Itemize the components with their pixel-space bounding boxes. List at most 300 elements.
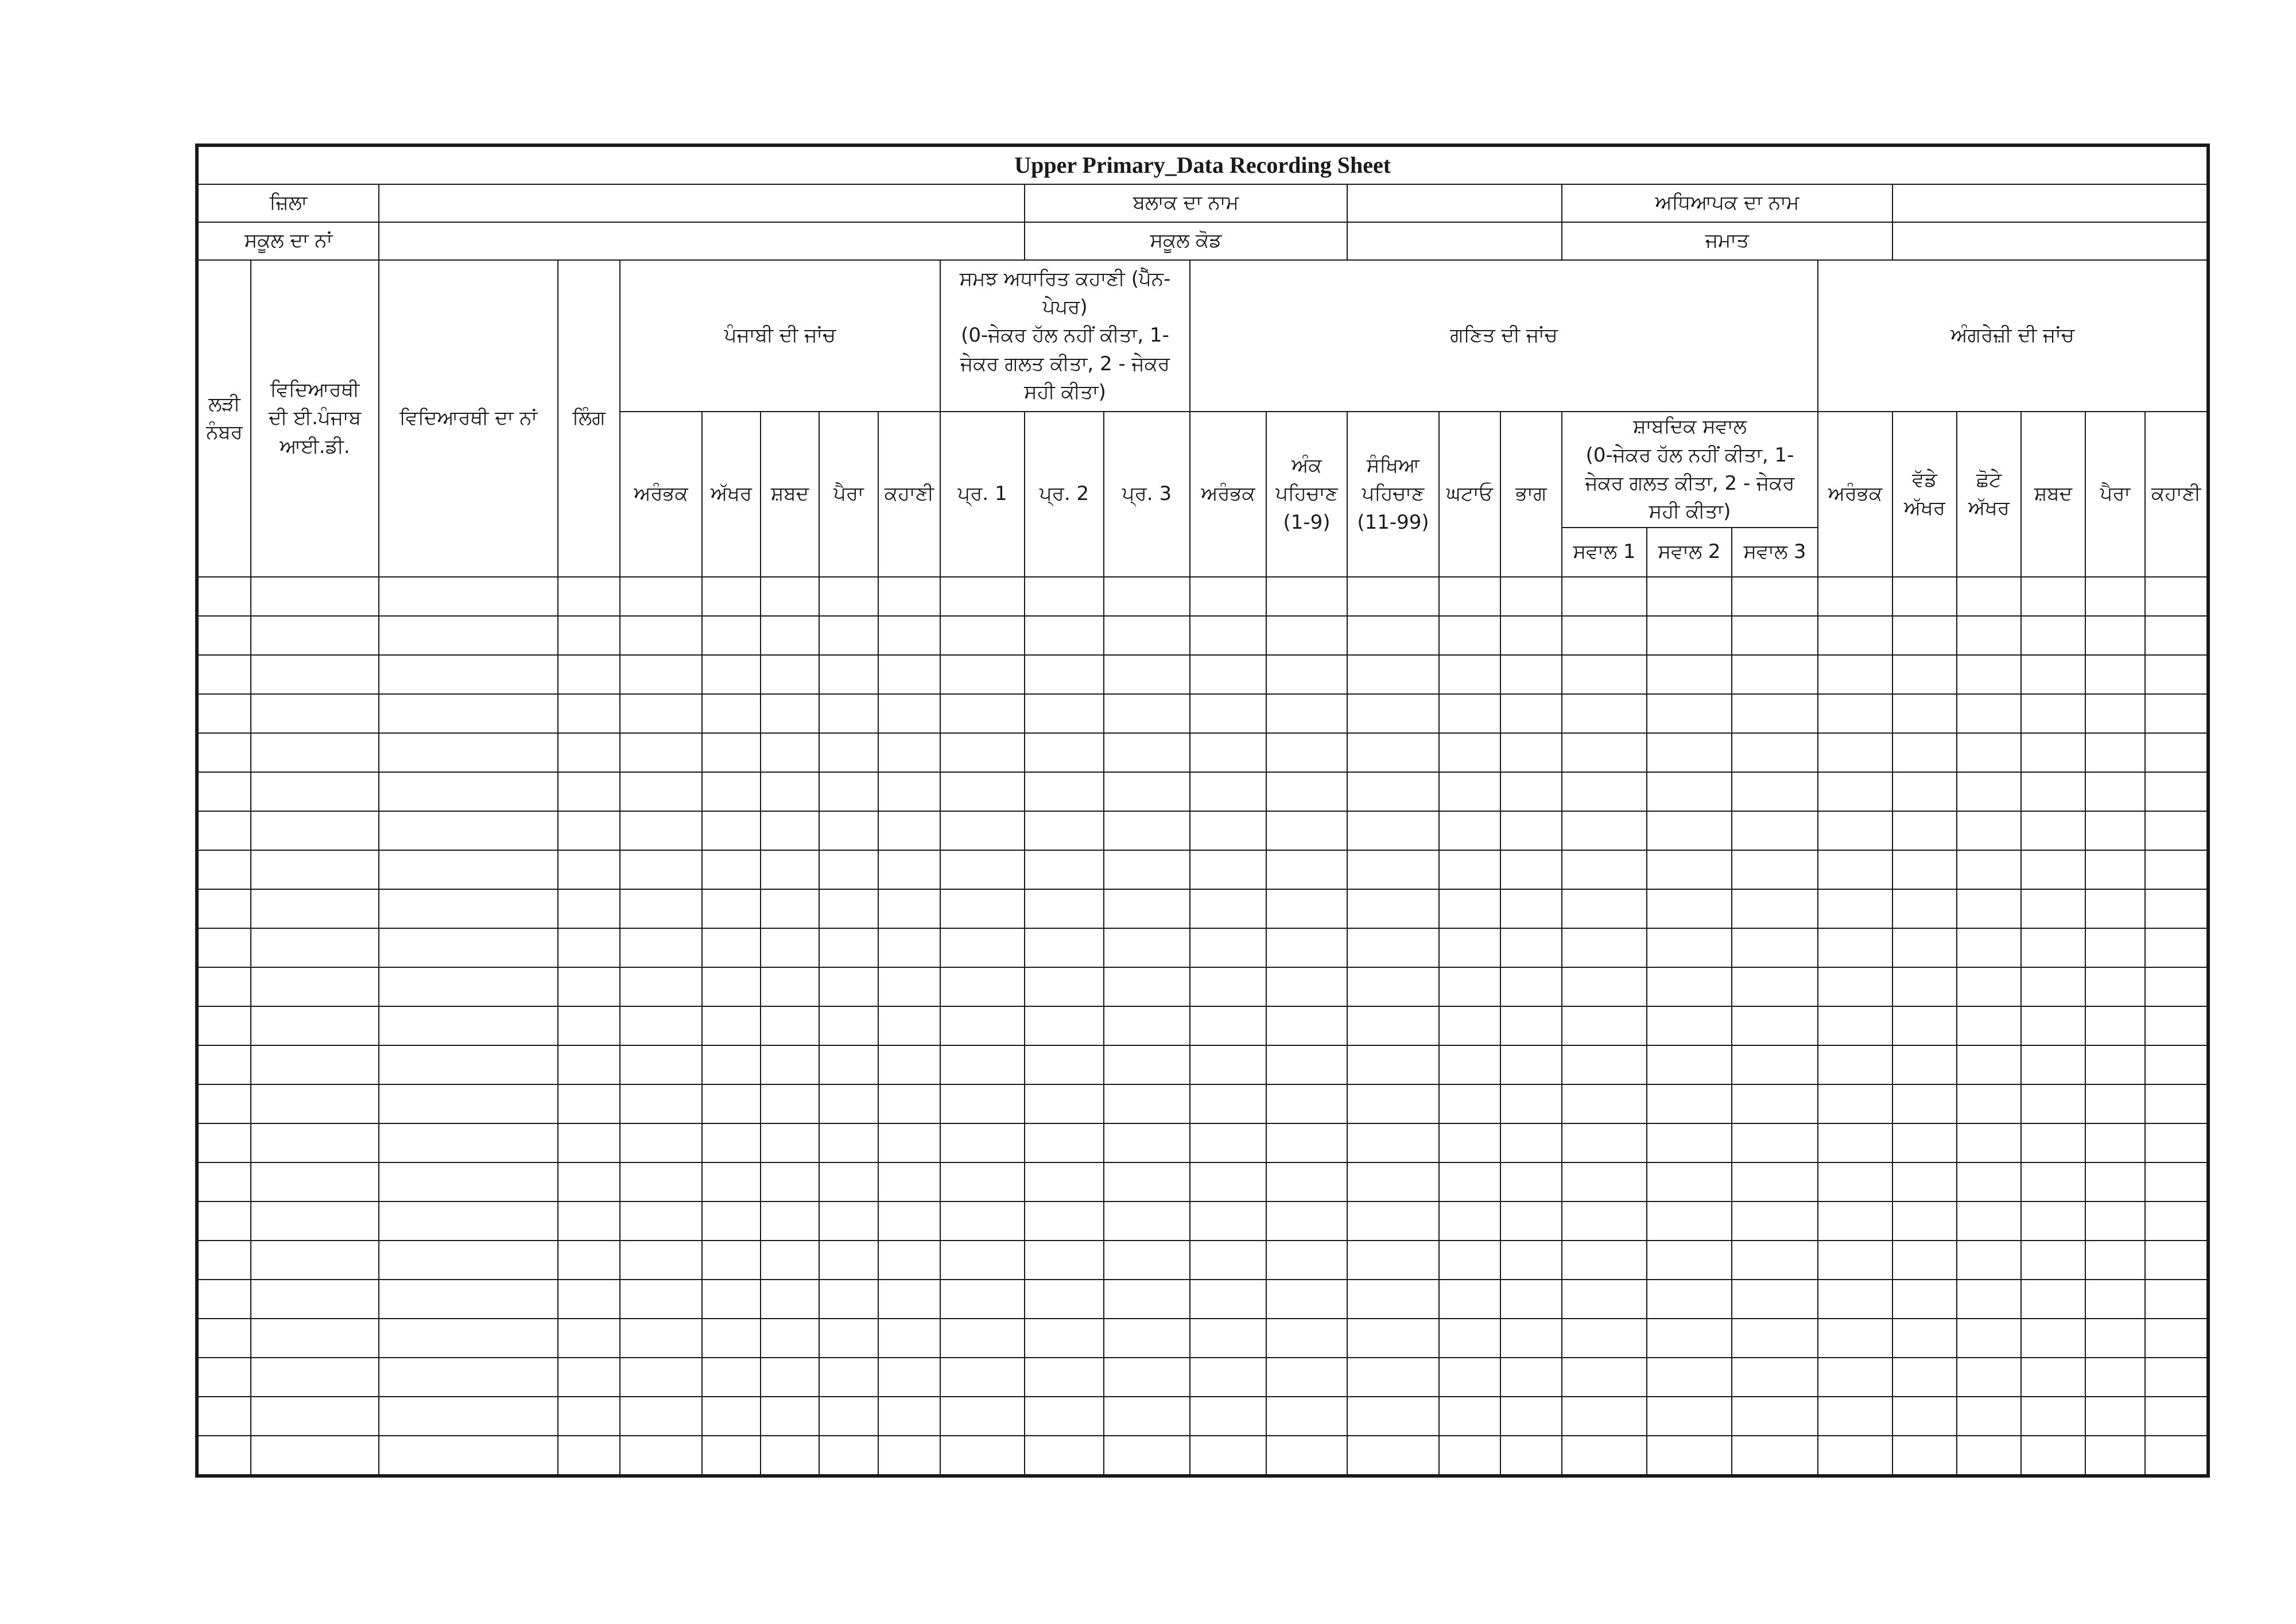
- entry-cell[interactable]: [379, 1045, 558, 1084]
- entry-cell[interactable]: [1892, 1123, 1957, 1162]
- entry-cell[interactable]: [702, 1280, 761, 1319]
- entry-cell[interactable]: [1647, 1319, 1732, 1358]
- entry-cell[interactable]: [1647, 1280, 1732, 1319]
- entry-cell[interactable]: [1104, 1241, 1190, 1280]
- entry-cell[interactable]: [878, 694, 940, 733]
- entry-cell[interactable]: [379, 889, 558, 928]
- entry-cell[interactable]: [197, 577, 251, 616]
- entry-cell[interactable]: [1818, 733, 1892, 772]
- entry-cell[interactable]: [1347, 850, 1439, 889]
- entry-cell[interactable]: [1190, 733, 1266, 772]
- entry-cell[interactable]: [1347, 655, 1439, 694]
- entry-cell[interactable]: [1732, 616, 1818, 655]
- entry-cell[interactable]: [2085, 772, 2145, 811]
- school-code-field[interactable]: [1347, 222, 1562, 260]
- entry-cell[interactable]: [1562, 577, 1647, 616]
- entry-cell[interactable]: [1562, 1319, 1647, 1358]
- entry-cell[interactable]: [2145, 928, 2208, 967]
- entry-cell[interactable]: [197, 1241, 251, 1280]
- entry-cell[interactable]: [1190, 1084, 1266, 1123]
- entry-cell[interactable]: [1500, 850, 1562, 889]
- entry-cell[interactable]: [702, 733, 761, 772]
- entry-cell[interactable]: [197, 1280, 251, 1319]
- entry-cell[interactable]: [2085, 1358, 2145, 1397]
- entry-cell[interactable]: [251, 1084, 379, 1123]
- entry-cell[interactable]: [379, 928, 558, 967]
- entry-cell[interactable]: [1957, 1123, 2021, 1162]
- entry-cell[interactable]: [379, 1201, 558, 1241]
- entry-cell[interactable]: [1647, 1436, 1732, 1476]
- entry-cell[interactable]: [1562, 694, 1647, 733]
- entry-cell[interactable]: [379, 1319, 558, 1358]
- entry-cell[interactable]: [878, 811, 940, 850]
- entry-cell[interactable]: [1439, 616, 1500, 655]
- entry-cell[interactable]: [940, 733, 1025, 772]
- district-field[interactable]: [379, 184, 1025, 222]
- entry-cell[interactable]: [1190, 928, 1266, 967]
- entry-cell[interactable]: [251, 850, 379, 889]
- entry-cell[interactable]: [1562, 733, 1647, 772]
- entry-cell[interactable]: [819, 850, 878, 889]
- entry-cell[interactable]: [1892, 1201, 1957, 1241]
- entry-cell[interactable]: [2085, 1123, 2145, 1162]
- entry-cell[interactable]: [1439, 1162, 1500, 1201]
- entry-cell[interactable]: [2085, 577, 2145, 616]
- entry-cell[interactable]: [702, 967, 761, 1006]
- entry-cell[interactable]: [1347, 1358, 1439, 1397]
- entry-cell[interactable]: [702, 1006, 761, 1045]
- entry-cell[interactable]: [2145, 967, 2208, 1006]
- entry-cell[interactable]: [1957, 655, 2021, 694]
- entry-cell[interactable]: [2085, 1162, 2145, 1201]
- entry-cell[interactable]: [620, 694, 702, 733]
- entry-cell[interactable]: [2021, 1397, 2085, 1436]
- entry-cell[interactable]: [2145, 1201, 2208, 1241]
- entry-cell[interactable]: [1562, 928, 1647, 967]
- entry-cell[interactable]: [940, 967, 1025, 1006]
- entry-cell[interactable]: [1439, 1045, 1500, 1084]
- entry-cell[interactable]: [1104, 1084, 1190, 1123]
- entry-cell[interactable]: [702, 889, 761, 928]
- entry-cell[interactable]: [2021, 1006, 2085, 1045]
- entry-cell[interactable]: [1104, 1006, 1190, 1045]
- entry-cell[interactable]: [1892, 655, 1957, 694]
- entry-cell[interactable]: [1892, 1280, 1957, 1319]
- entry-cell[interactable]: [1025, 1319, 1104, 1358]
- entry-cell[interactable]: [1347, 1319, 1439, 1358]
- entry-cell[interactable]: [1647, 850, 1732, 889]
- entry-cell[interactable]: [379, 655, 558, 694]
- entry-cell[interactable]: [2085, 1319, 2145, 1358]
- entry-cell[interactable]: [1500, 1162, 1562, 1201]
- entry-cell[interactable]: [940, 1280, 1025, 1319]
- entry-cell[interactable]: [197, 1436, 251, 1476]
- entry-cell[interactable]: [1500, 811, 1562, 850]
- entry-cell[interactable]: [1025, 1123, 1104, 1162]
- entry-cell[interactable]: [1439, 577, 1500, 616]
- entry-cell[interactable]: [878, 1319, 940, 1358]
- entry-cell[interactable]: [1025, 1358, 1104, 1397]
- entry-cell[interactable]: [1818, 694, 1892, 733]
- entry-cell[interactable]: [761, 1123, 819, 1162]
- entry-cell[interactable]: [1818, 850, 1892, 889]
- entry-cell[interactable]: [620, 1045, 702, 1084]
- entry-cell[interactable]: [379, 616, 558, 655]
- entry-cell[interactable]: [1266, 1358, 1347, 1397]
- entry-cell[interactable]: [2085, 655, 2145, 694]
- entry-cell[interactable]: [379, 1123, 558, 1162]
- entry-cell[interactable]: [819, 733, 878, 772]
- entry-cell[interactable]: [1266, 1280, 1347, 1319]
- entry-cell[interactable]: [1266, 1123, 1347, 1162]
- entry-cell[interactable]: [1647, 811, 1732, 850]
- entry-cell[interactable]: [940, 1201, 1025, 1241]
- entry-cell[interactable]: [940, 889, 1025, 928]
- entry-cell[interactable]: [819, 616, 878, 655]
- entry-cell[interactable]: [1439, 1436, 1500, 1476]
- entry-cell[interactable]: [1190, 967, 1266, 1006]
- entry-cell[interactable]: [1439, 1358, 1500, 1397]
- entry-cell[interactable]: [1439, 1319, 1500, 1358]
- entry-cell[interactable]: [819, 1280, 878, 1319]
- entry-cell[interactable]: [940, 1436, 1025, 1476]
- entry-cell[interactable]: [251, 1201, 379, 1241]
- entry-cell[interactable]: [940, 850, 1025, 889]
- entry-cell[interactable]: [251, 928, 379, 967]
- entry-cell[interactable]: [1347, 811, 1439, 850]
- entry-cell[interactable]: [1500, 1280, 1562, 1319]
- entry-cell[interactable]: [1025, 772, 1104, 811]
- entry-cell[interactable]: [2021, 1084, 2085, 1123]
- entry-cell[interactable]: [878, 1201, 940, 1241]
- entry-cell[interactable]: [1025, 1241, 1104, 1280]
- entry-cell[interactable]: [702, 616, 761, 655]
- entry-cell[interactable]: [702, 811, 761, 850]
- school-name-field[interactable]: [379, 222, 1025, 260]
- entry-cell[interactable]: [1957, 694, 2021, 733]
- entry-cell[interactable]: [1025, 1006, 1104, 1045]
- entry-cell[interactable]: [620, 1397, 702, 1436]
- entry-cell[interactable]: [1732, 928, 1818, 967]
- entry-cell[interactable]: [1892, 772, 1957, 811]
- entry-cell[interactable]: [558, 655, 620, 694]
- entry-cell[interactable]: [2085, 967, 2145, 1006]
- entry-cell[interactable]: [1500, 1319, 1562, 1358]
- entry-cell[interactable]: [251, 694, 379, 733]
- entry-cell[interactable]: [197, 733, 251, 772]
- entry-cell[interactable]: [251, 1241, 379, 1280]
- entry-cell[interactable]: [1190, 1241, 1266, 1280]
- entry-cell[interactable]: [1025, 655, 1104, 694]
- entry-cell[interactable]: [1266, 1162, 1347, 1201]
- entry-cell[interactable]: [1732, 1201, 1818, 1241]
- entry-cell[interactable]: [819, 928, 878, 967]
- entry-cell[interactable]: [2145, 850, 2208, 889]
- entry-cell[interactable]: [1957, 1084, 2021, 1123]
- entry-cell[interactable]: [1957, 1358, 2021, 1397]
- entry-cell[interactable]: [1439, 772, 1500, 811]
- entry-cell[interactable]: [878, 889, 940, 928]
- entry-cell[interactable]: [819, 772, 878, 811]
- entry-cell[interactable]: [878, 733, 940, 772]
- entry-cell[interactable]: [878, 1241, 940, 1280]
- entry-cell[interactable]: [2145, 577, 2208, 616]
- entry-cell[interactable]: [197, 655, 251, 694]
- entry-cell[interactable]: [1104, 1319, 1190, 1358]
- entry-cell[interactable]: [558, 1280, 620, 1319]
- entry-cell[interactable]: [558, 1006, 620, 1045]
- entry-cell[interactable]: [2021, 1280, 2085, 1319]
- entry-cell[interactable]: [1500, 1084, 1562, 1123]
- entry-cell[interactable]: [197, 967, 251, 1006]
- entry-cell[interactable]: [2145, 1280, 2208, 1319]
- entry-cell[interactable]: [1818, 1358, 1892, 1397]
- entry-cell[interactable]: [1439, 1397, 1500, 1436]
- entry-cell[interactable]: [1892, 850, 1957, 889]
- entry-cell[interactable]: [1892, 616, 1957, 655]
- entry-cell[interactable]: [1439, 967, 1500, 1006]
- entry-cell[interactable]: [1025, 889, 1104, 928]
- entry-cell[interactable]: [761, 655, 819, 694]
- entry-cell[interactable]: [819, 1201, 878, 1241]
- entry-cell[interactable]: [1892, 733, 1957, 772]
- entry-cell[interactable]: [1104, 733, 1190, 772]
- entry-cell[interactable]: [620, 1123, 702, 1162]
- entry-cell[interactable]: [1562, 1397, 1647, 1436]
- entry-cell[interactable]: [1500, 928, 1562, 967]
- entry-cell[interactable]: [819, 889, 878, 928]
- entry-cell[interactable]: [251, 1397, 379, 1436]
- entry-cell[interactable]: [1500, 889, 1562, 928]
- entry-cell[interactable]: [558, 733, 620, 772]
- entry-cell[interactable]: [2085, 1006, 2145, 1045]
- entry-cell[interactable]: [761, 967, 819, 1006]
- entry-cell[interactable]: [1025, 1436, 1104, 1476]
- entry-cell[interactable]: [2085, 928, 2145, 967]
- entry-cell[interactable]: [558, 928, 620, 967]
- entry-cell[interactable]: [251, 1123, 379, 1162]
- entry-cell[interactable]: [761, 772, 819, 811]
- entry-cell[interactable]: [1647, 1241, 1732, 1280]
- entry-cell[interactable]: [1104, 889, 1190, 928]
- entry-cell[interactable]: [1732, 1123, 1818, 1162]
- entry-cell[interactable]: [251, 1436, 379, 1476]
- entry-cell[interactable]: [1025, 1045, 1104, 1084]
- entry-cell[interactable]: [197, 811, 251, 850]
- entry-cell[interactable]: [878, 850, 940, 889]
- entry-cell[interactable]: [1190, 1358, 1266, 1397]
- entry-cell[interactable]: [1347, 772, 1439, 811]
- entry-cell[interactable]: [1266, 1201, 1347, 1241]
- entry-cell[interactable]: [1562, 967, 1647, 1006]
- entry-cell[interactable]: [1818, 1280, 1892, 1319]
- entry-cell[interactable]: [1647, 616, 1732, 655]
- entry-cell[interactable]: [702, 1241, 761, 1280]
- entry-cell[interactable]: [1500, 1358, 1562, 1397]
- entry-cell[interactable]: [558, 1045, 620, 1084]
- entry-cell[interactable]: [2021, 967, 2085, 1006]
- entry-cell[interactable]: [1647, 1358, 1732, 1397]
- entry-cell[interactable]: [1562, 1084, 1647, 1123]
- entry-cell[interactable]: [2085, 1241, 2145, 1280]
- entry-cell[interactable]: [878, 1436, 940, 1476]
- entry-cell[interactable]: [1439, 850, 1500, 889]
- entry-cell[interactable]: [1439, 1280, 1500, 1319]
- entry-cell[interactable]: [1190, 1436, 1266, 1476]
- entry-cell[interactable]: [1562, 1201, 1647, 1241]
- entry-cell[interactable]: [1347, 1201, 1439, 1241]
- entry-cell[interactable]: [1892, 889, 1957, 928]
- entry-cell[interactable]: [558, 1084, 620, 1123]
- entry-cell[interactable]: [558, 616, 620, 655]
- entry-cell[interactable]: [1025, 1084, 1104, 1123]
- entry-cell[interactable]: [878, 1045, 940, 1084]
- entry-cell[interactable]: [1957, 577, 2021, 616]
- entry-cell[interactable]: [379, 577, 558, 616]
- entry-cell[interactable]: [761, 1358, 819, 1397]
- entry-cell[interactable]: [878, 772, 940, 811]
- entry-cell[interactable]: [620, 1241, 702, 1280]
- entry-cell[interactable]: [761, 1006, 819, 1045]
- entry-cell[interactable]: [1892, 1084, 1957, 1123]
- entry-cell[interactable]: [379, 1397, 558, 1436]
- entry-cell[interactable]: [1347, 1045, 1439, 1084]
- entry-cell[interactable]: [2021, 616, 2085, 655]
- entry-cell[interactable]: [1957, 1241, 2021, 1280]
- entry-cell[interactable]: [702, 1162, 761, 1201]
- entry-cell[interactable]: [197, 1084, 251, 1123]
- entry-cell[interactable]: [2021, 1358, 2085, 1397]
- entry-cell[interactable]: [620, 1162, 702, 1201]
- entry-cell[interactable]: [1347, 1436, 1439, 1476]
- entry-cell[interactable]: [1892, 1045, 1957, 1084]
- entry-cell[interactable]: [702, 1201, 761, 1241]
- entry-cell[interactable]: [251, 1045, 379, 1084]
- entry-cell[interactable]: [379, 811, 558, 850]
- entry-cell[interactable]: [1892, 1358, 1957, 1397]
- entry-cell[interactable]: [1266, 1436, 1347, 1476]
- entry-cell[interactable]: [1892, 694, 1957, 733]
- entry-cell[interactable]: [1818, 1006, 1892, 1045]
- entry-cell[interactable]: [1562, 811, 1647, 850]
- entry-cell[interactable]: [620, 1006, 702, 1045]
- entry-cell[interactable]: [620, 967, 702, 1006]
- entry-cell[interactable]: [1025, 1162, 1104, 1201]
- entry-cell[interactable]: [1732, 1280, 1818, 1319]
- entry-cell[interactable]: [1439, 889, 1500, 928]
- entry-cell[interactable]: [1266, 694, 1347, 733]
- entry-cell[interactable]: [1957, 1397, 2021, 1436]
- entry-cell[interactable]: [251, 1162, 379, 1201]
- block-name-field[interactable]: [1347, 184, 1562, 222]
- entry-cell[interactable]: [1892, 577, 1957, 616]
- entry-cell[interactable]: [1892, 1162, 1957, 1201]
- entry-cell[interactable]: [1892, 1397, 1957, 1436]
- entry-cell[interactable]: [1732, 1397, 1818, 1436]
- entry-cell[interactable]: [1190, 811, 1266, 850]
- entry-cell[interactable]: [558, 694, 620, 733]
- entry-cell[interactable]: [819, 1358, 878, 1397]
- entry-cell[interactable]: [1347, 577, 1439, 616]
- entry-cell[interactable]: [620, 811, 702, 850]
- entry-cell[interactable]: [1190, 889, 1266, 928]
- entry-cell[interactable]: [251, 733, 379, 772]
- entry-cell[interactable]: [251, 811, 379, 850]
- entry-cell[interactable]: [197, 889, 251, 928]
- entry-cell[interactable]: [702, 850, 761, 889]
- entry-cell[interactable]: [702, 694, 761, 733]
- entry-cell[interactable]: [1818, 616, 1892, 655]
- entry-cell[interactable]: [2085, 733, 2145, 772]
- entry-cell[interactable]: [1266, 1006, 1347, 1045]
- entry-cell[interactable]: [251, 967, 379, 1006]
- entry-cell[interactable]: [761, 928, 819, 967]
- entry-cell[interactable]: [819, 1045, 878, 1084]
- entry-cell[interactable]: [1818, 928, 1892, 967]
- entry-cell[interactable]: [1347, 967, 1439, 1006]
- entry-cell[interactable]: [1439, 655, 1500, 694]
- entry-cell[interactable]: [379, 1436, 558, 1476]
- entry-cell[interactable]: [379, 1241, 558, 1280]
- entry-cell[interactable]: [819, 577, 878, 616]
- entry-cell[interactable]: [1439, 1006, 1500, 1045]
- entry-cell[interactable]: [878, 1006, 940, 1045]
- entry-cell[interactable]: [1818, 811, 1892, 850]
- entry-cell[interactable]: [1957, 889, 2021, 928]
- entry-cell[interactable]: [1892, 1241, 1957, 1280]
- entry-cell[interactable]: [1957, 1436, 2021, 1476]
- entry-cell[interactable]: [761, 1241, 819, 1280]
- entry-cell[interactable]: [878, 1123, 940, 1162]
- entry-cell[interactable]: [1818, 1201, 1892, 1241]
- entry-cell[interactable]: [702, 1397, 761, 1436]
- entry-cell[interactable]: [1562, 1280, 1647, 1319]
- entry-cell[interactable]: [1732, 655, 1818, 694]
- entry-cell[interactable]: [2021, 889, 2085, 928]
- entry-cell[interactable]: [620, 1084, 702, 1123]
- entry-cell[interactable]: [1025, 850, 1104, 889]
- entry-cell[interactable]: [1647, 733, 1732, 772]
- entry-cell[interactable]: [1500, 1241, 1562, 1280]
- entry-cell[interactable]: [1266, 850, 1347, 889]
- entry-cell[interactable]: [878, 1162, 940, 1201]
- entry-cell[interactable]: [1190, 1397, 1266, 1436]
- entry-cell[interactable]: [1439, 811, 1500, 850]
- entry-cell[interactable]: [1892, 811, 1957, 850]
- entry-cell[interactable]: [761, 1280, 819, 1319]
- entry-cell[interactable]: [2021, 1045, 2085, 1084]
- entry-cell[interactable]: [620, 577, 702, 616]
- entry-cell[interactable]: [197, 772, 251, 811]
- entry-cell[interactable]: [761, 889, 819, 928]
- entry-cell[interactable]: [819, 811, 878, 850]
- entry-cell[interactable]: [558, 1201, 620, 1241]
- entry-cell[interactable]: [379, 967, 558, 1006]
- entry-cell[interactable]: [2145, 1319, 2208, 1358]
- entry-cell[interactable]: [1732, 1241, 1818, 1280]
- entry-cell[interactable]: [940, 1397, 1025, 1436]
- entry-cell[interactable]: [1818, 1436, 1892, 1476]
- entry-cell[interactable]: [1818, 1397, 1892, 1436]
- entry-cell[interactable]: [819, 1397, 878, 1436]
- entry-cell[interactable]: [2145, 1006, 2208, 1045]
- entry-cell[interactable]: [1500, 1006, 1562, 1045]
- entry-cell[interactable]: [2085, 616, 2145, 655]
- entry-cell[interactable]: [1190, 694, 1266, 733]
- entry-cell[interactable]: [1439, 1123, 1500, 1162]
- entry-cell[interactable]: [1647, 889, 1732, 928]
- entry-cell[interactable]: [1439, 1201, 1500, 1241]
